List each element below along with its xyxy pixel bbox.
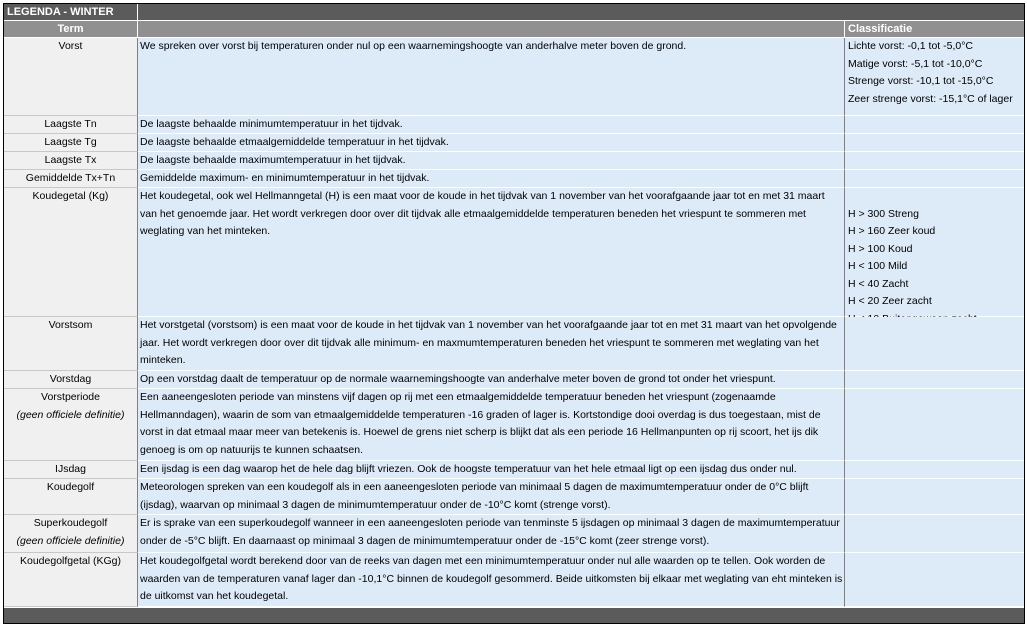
- description-cell: Het vorstgetal (vorstsom) is een maat voor de koude in het tijdvak van 1 november van het voorafgaande jaar tot en met 31 maart van het opvolgende jaar. Het wordt verkregen door over dit tijdvak alle minimum- en maxmumtemperaturen beneden het vriespunt te sommeren met weglating van het minteken.: [138, 317, 845, 371]
- classification-cell: [845, 116, 1024, 134]
- classification-line: H > 100 Koud: [848, 242, 913, 255]
- description-cell: Er is sprake van een superkoudegolf wanneer in een aaneengesloten periode van tenminste 5 ijsdagen op minimaal 3 dagen de maximumtemperatuur onder de -5°C blijft. En daarnaast op minimaal 3 dagen de minimumtemperatuur onder de -15°C komt (zeer strenge vorst).: [138, 515, 845, 553]
- classification-line: Lichte vorst: -0,1 tot -5,0°C: [848, 40, 974, 52]
- classification-line: H < 20 Zeer zacht: [848, 295, 932, 307]
- classification-cell: [845, 170, 1024, 188]
- term-note: (geen officiele definitie): [16, 408, 125, 421]
- term-label: Superkoudegolf: [33, 517, 108, 529]
- description-cell: Gemiddelde maximum- en minimumtemperatuur in het tijdvak.: [138, 170, 845, 188]
- description-cell: De laagste behaalde maximumtemperatuur in het tijdvak.: [138, 152, 845, 170]
- term-label: Vorstperiode: [41, 391, 100, 403]
- table-row: [4, 461, 1024, 479]
- description-cell: Een ijsdag is een dag waarop het de hele dag blijft vriezen. Ook de hoogste temperatuur van het hele etmaal ligt op een ijsdag dus onder nul.: [138, 461, 845, 479]
- term-cell: [4, 116, 138, 134]
- table-title: LEGENDA - WINTER: [4, 4, 138, 20]
- term-label: Vorst: [58, 40, 83, 52]
- term-label: Vorstdag: [49, 373, 92, 385]
- classification-cell: [845, 38, 1024, 116]
- classification-cell: [845, 553, 1024, 607]
- term-label: Gemiddelde Tx+Tn: [25, 172, 116, 184]
- term-cell: [4, 479, 138, 515]
- description-cell: We spreken over vorst bij temperaturen onder nul op een waarnemingshoogte van anderhalve meter boven de grond.: [138, 38, 845, 116]
- classification-line: H > 300 Streng: [848, 207, 919, 220]
- table-row: [4, 152, 1024, 170]
- table-row: [4, 317, 1024, 371]
- table-row: [4, 134, 1024, 152]
- classification-cell: [845, 515, 1024, 553]
- legend-table: [3, 3, 1025, 624]
- table-row: [4, 389, 1024, 461]
- term-cell: [4, 134, 138, 152]
- term-cell: [4, 389, 138, 461]
- description-cell: Een aaneengesloten periode van minstens vijf dagen op rij met een etmaalgemiddelde temperatuur beneden het vriespunt (zogenaamde Hellmanndagen), waarin de som van etmaalgemiddelde temperaturen -16 graden of lager is. Kortstondige dooi overdag is dus toegestaan, mist de vorst in dat etmaal maar meer van betekenis is. Hoewel de grens niet scherp is blijkt dat als een periode 16 Hellmanpunten op rij scoort, het ijs dik genoeg is om op natuurijs te kunnen schaatsen.: [138, 389, 845, 461]
- classification-cell: [845, 134, 1024, 152]
- classification-cell: [845, 461, 1024, 479]
- description-cell: Het koudegetal, ook wel Hellmanngetal (H) is een maat voor de koude in het tijdvak van 1 november van het voorafgaande jaar tot en met 31 maart van het genoemde jaar. Het wordt verkregen door over dit tijdvak alle etmaalgemiddelde temperaturen beneden het vriespunt te sommeren met weglating van het minteken.: [138, 188, 845, 317]
- classification-line: H < 40 Zacht: [848, 277, 909, 290]
- term-cell: [4, 461, 138, 479]
- term-label: Koudegetal (Kg): [32, 190, 109, 202]
- description-cell: De laagste behaalde etmaalgemiddelde temperatuur in het tijdvak.: [138, 134, 845, 152]
- table-row: [4, 371, 1024, 389]
- table-row: [4, 38, 1024, 116]
- table-row: [4, 188, 1024, 317]
- table-row: [4, 170, 1024, 188]
- classification-line: H < 100 Mild: [848, 260, 908, 272]
- term-cell: [4, 152, 138, 170]
- column-header-term: Term: [4, 21, 138, 37]
- term-cell: [4, 553, 138, 607]
- classification-line: Matige vorst: -5,1 tot -10,0°C: [848, 57, 983, 70]
- classification-line: Zeer strenge vorst: -15,1°C of lager: [848, 92, 1013, 105]
- table-row: [4, 515, 1024, 553]
- term-cell: [4, 371, 138, 389]
- term-cell: [4, 38, 138, 116]
- term-cell: [4, 317, 138, 371]
- description-cell: Op een vorstdag daalt de temperatuur op de normale waarnemingshoogte van anderhalve meter boven de grond tot onder het vriespunt.: [138, 371, 845, 389]
- table-footer-bar: [4, 608, 1024, 623]
- term-label: Vorstsom: [48, 319, 93, 331]
- term-note: (geen officiele definitie): [16, 534, 125, 547]
- table-row: [4, 116, 1024, 134]
- term-label: Koudegolfgetal (KGg): [20, 555, 121, 567]
- classification-cell: [845, 371, 1024, 389]
- term-cell: [4, 515, 138, 553]
- term-label: Laagste Tx: [44, 154, 97, 166]
- title-bar-fill: [138, 4, 1024, 20]
- column-header-description: [138, 21, 845, 37]
- classification-cell: [845, 152, 1024, 170]
- description-cell: Meteorologen spreken van een koudegolf als in een aaneengesloten periode van minimaal 5 dagen de maximumtemperatuur onder de 0°C blijft (ijsdag), waarvan op minimaal 3 dagen de minimumtemperatuur onder de -10°C komt (strenge vorst).: [138, 479, 845, 515]
- classification-line: H > 160 Zeer koud: [848, 225, 936, 237]
- column-header-classification: Classificatie: [845, 21, 1024, 37]
- table-row: [4, 479, 1024, 515]
- term-label: Laagste Tn: [44, 118, 97, 130]
- term-cell: [4, 170, 138, 188]
- description-cell: De laagste behaalde minimumtemperatuur in het tijdvak.: [138, 116, 845, 134]
- description-cell: Het koudegolfgetal wordt berekend door van de reeks van dagen met een minimumtemperatuur onder nul alle waarden op te tellen. Ook worden de waarden van de temperaturen vanaf lager dan -10,1°C binnen de koudegolf gesommerd. Beide uitkomsten bij elkaar met weglating van eht minteken is de uitkomst van het koudegetal.: [138, 553, 845, 607]
- term-cell: [4, 188, 138, 317]
- classification-cell: [845, 389, 1024, 461]
- classification-cell: [845, 317, 1024, 371]
- term-label: IJsdag: [55, 463, 86, 475]
- term-label: Laagste Tg: [44, 136, 97, 148]
- term-label: Koudegolf: [46, 481, 95, 493]
- classification-line: [848, 188, 1024, 206]
- table-row: [4, 553, 1024, 607]
- classification-line: Strenge vorst: -10,1 tot -15,0°C: [848, 75, 994, 87]
- classification-cell: [845, 188, 1024, 317]
- classification-cell: [845, 479, 1024, 515]
